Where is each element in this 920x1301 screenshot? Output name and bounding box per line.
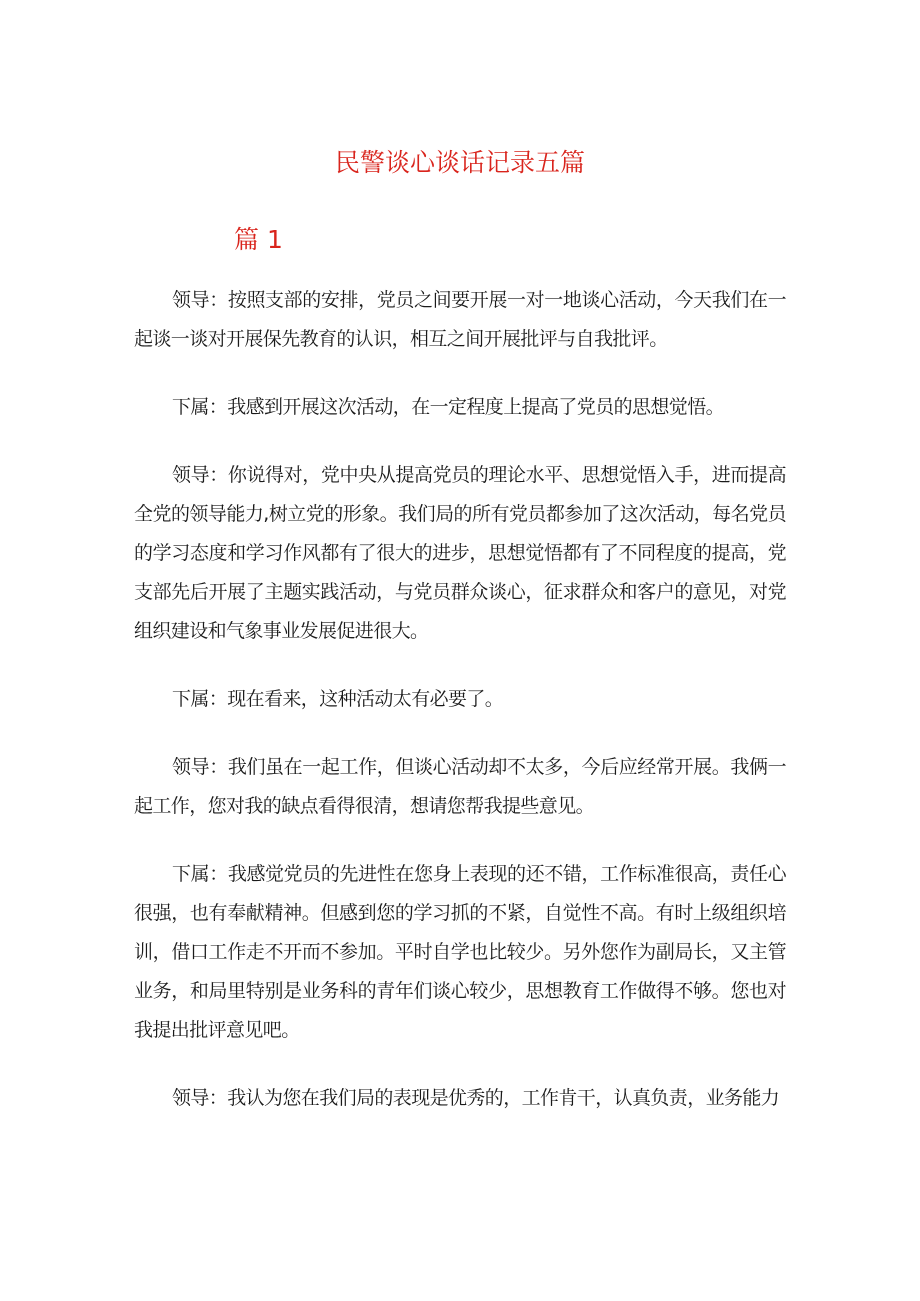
paragraph: 领导：你说得对，党中央从提高党员的理论水平、思想觉悟入手，进而提高全党的领导能力,树立党的形象。我们局的所有党员都参加了这次活动，每名党员的学习态度和学习作风都有了很大的进步，思想觉悟都有了不同程度的提高，党支部先后开展了主题实践活动，与党员群众谈心，征求群众和客户的意见，对党组织建设和气象事业发展促进很大。 xyxy=(134,464,786,642)
paragraph: 领导：按照支部的安排，党员之间要开展一对一地谈心活动，今天我们在一起谈一谈对开展保先教育的认识，相互之间开展批评与自我批评。 xyxy=(134,289,786,350)
document-body xyxy=(134,281,786,1147)
paragraph: 下属：我感觉党员的先进性在您身上表现的还不错，工作标准很高，责任心很强，也有奉献精神。但感到您的学习抓的不紧，自觉性不高。有时上级组织培训，借口工作走不开而不参加。平时自学也比较少。另外您作为副局长，又主管业务，和局里特别是业务科的青年们谈心较少，思想教育工作做得不够。您也对我提出批评意见吧。 xyxy=(134,863,786,1041)
document-title: 民警谈心谈话记录五篇 xyxy=(334,148,585,177)
section-heading: 篇 1 xyxy=(234,225,283,254)
paragraph: 下属：现在看来，这种活动太有必要了。 xyxy=(172,688,504,710)
paragraph: 领导：我认为您在我们局的表现是优秀的，工作肯干，认真负责，业务能力 xyxy=(172,1087,780,1109)
paragraph: 下属：我感到开展这次活动，在一定程度上提高了党员的思想觉悟。 xyxy=(172,396,725,418)
paragraph: 领导：我们虽在一起工作，但谈心活动却不太多，今后应经常开展。我俩一起工作，您对我的缺点看得很清，想请您帮我提些意见。 xyxy=(134,756,786,817)
